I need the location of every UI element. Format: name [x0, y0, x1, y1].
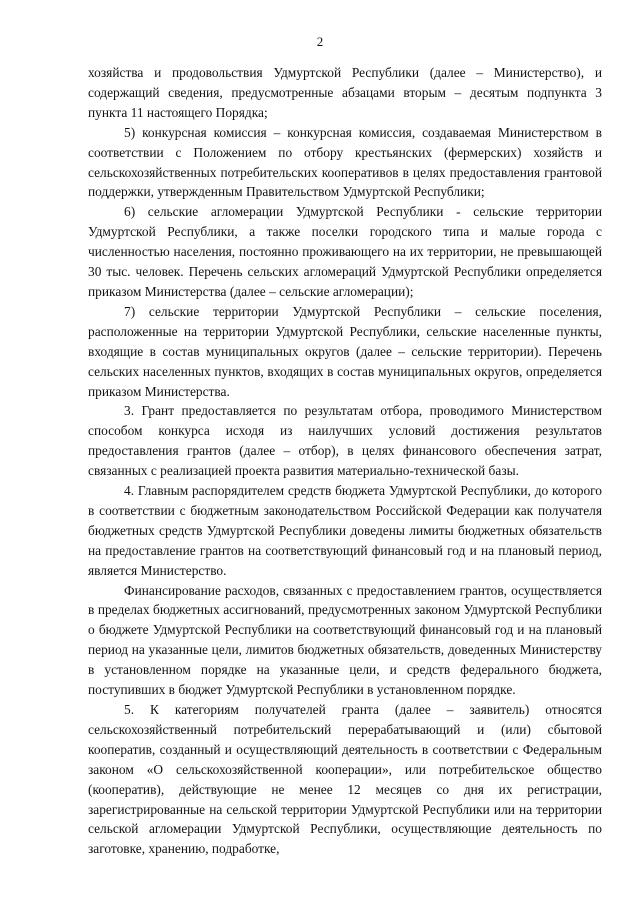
- paragraph-item-6: 6) сельские агломерации Удмуртской Республики - сельские территории Удмуртской Республики, а также поселки городского типа и малые города с численностью населения, постоянно проживающего на их территории, не превышающей 30 тыс. человек. Перечень сельских агломераций Удмуртской Республики определяется приказом Министерства (далее – сельские агломерации);: [88, 204, 602, 299]
- paragraph-financing: Финансирование расходов, связанных с предоставлением грантов, осуществляется в пределах бюджетных ассигнований, предусмотренных законом Удмуртской Республики о бюджете Удмуртской Республики на соответствующий финансовый год и на плановый период на указанные цели, лимитов бюджетных обязательств, доведенных Министерству в установленном порядке на указанные цели, и средств федерального бюджета, поступивших в бюджет Удмуртской Республики в установленном порядке.: [88, 582, 602, 698]
- document-body: [88, 63, 602, 859]
- paragraph-clause-4: 4. Главным распорядителем средств бюджета Удмуртской Республики, до которого в соответствии с бюджетным законодательством Российской Федерации как получателя бюджетных средств Удмуртской Республики доведены лимиты бюджетных обязательств на предоставление грантов на соответствующий финансовый год и на плановый период, является Министерство.: [88, 483, 602, 578]
- paragraph-item-7: 7) сельские территории Удмуртской Республики – сельские поселения, расположенные на территории Удмуртской Республики, сельские населенные пункты, входящие в состав муниципальных округов (далее – сельские территории). Перечень сельских населенных пунктов, входящих в состав муниципальных округов, определяется приказом Министерства.: [88, 303, 602, 399]
- paragraph-clause-5: 5. К категориям получателей гранта (далее – заявитель) относятся сельскохозяйственный потребительский перерабатывающий и (или) сбытовой кооператив, созданный и осуществляющий деятельность в соответствии с Федеральным законом «О сельскохозяйственной кооперации», или потребительское общество (кооператив), действующие не менее 12 месяцев со дня их регистрации, зарегистрированные на сельской территории Удмуртской Республики или на территории сельской агломерации Удмуртской Республики, осуществляющие деятельность по заготовке, хранению, подработке,: [88, 702, 602, 857]
- page-number: 2: [316, 34, 324, 49]
- paragraph-continuation: хозяйства и продовольствия Удмуртской Республики (далее – Министерство), и содержащий сведения, предусмотренные абзацами вторым – десятым подпункта 3 пункта 11 настоящего Порядка;: [88, 65, 602, 120]
- paragraph-clause-3: 3. Грант предоставляется по результатам отбора, проводимого Министерством способом конкурса исходя из наилучших условий достижения результатов предоставления грантов (далее – отбор), в целях финансового обеспечения затрат, связанных с реализацией проекта развития материально-технической базы.: [88, 403, 602, 479]
- paragraph-item-5: 5) конкурсная комиссия – конкурсная комиссия, создаваемая Министерством в соответствии с Положением по отбору крестьянских (фермерских) хозяйств и сельскохозяйственных потребительских кооперативов в целях предоставления грантовой поддержки, утвержденным Правительством Удмуртской Республики;: [88, 124, 602, 200]
